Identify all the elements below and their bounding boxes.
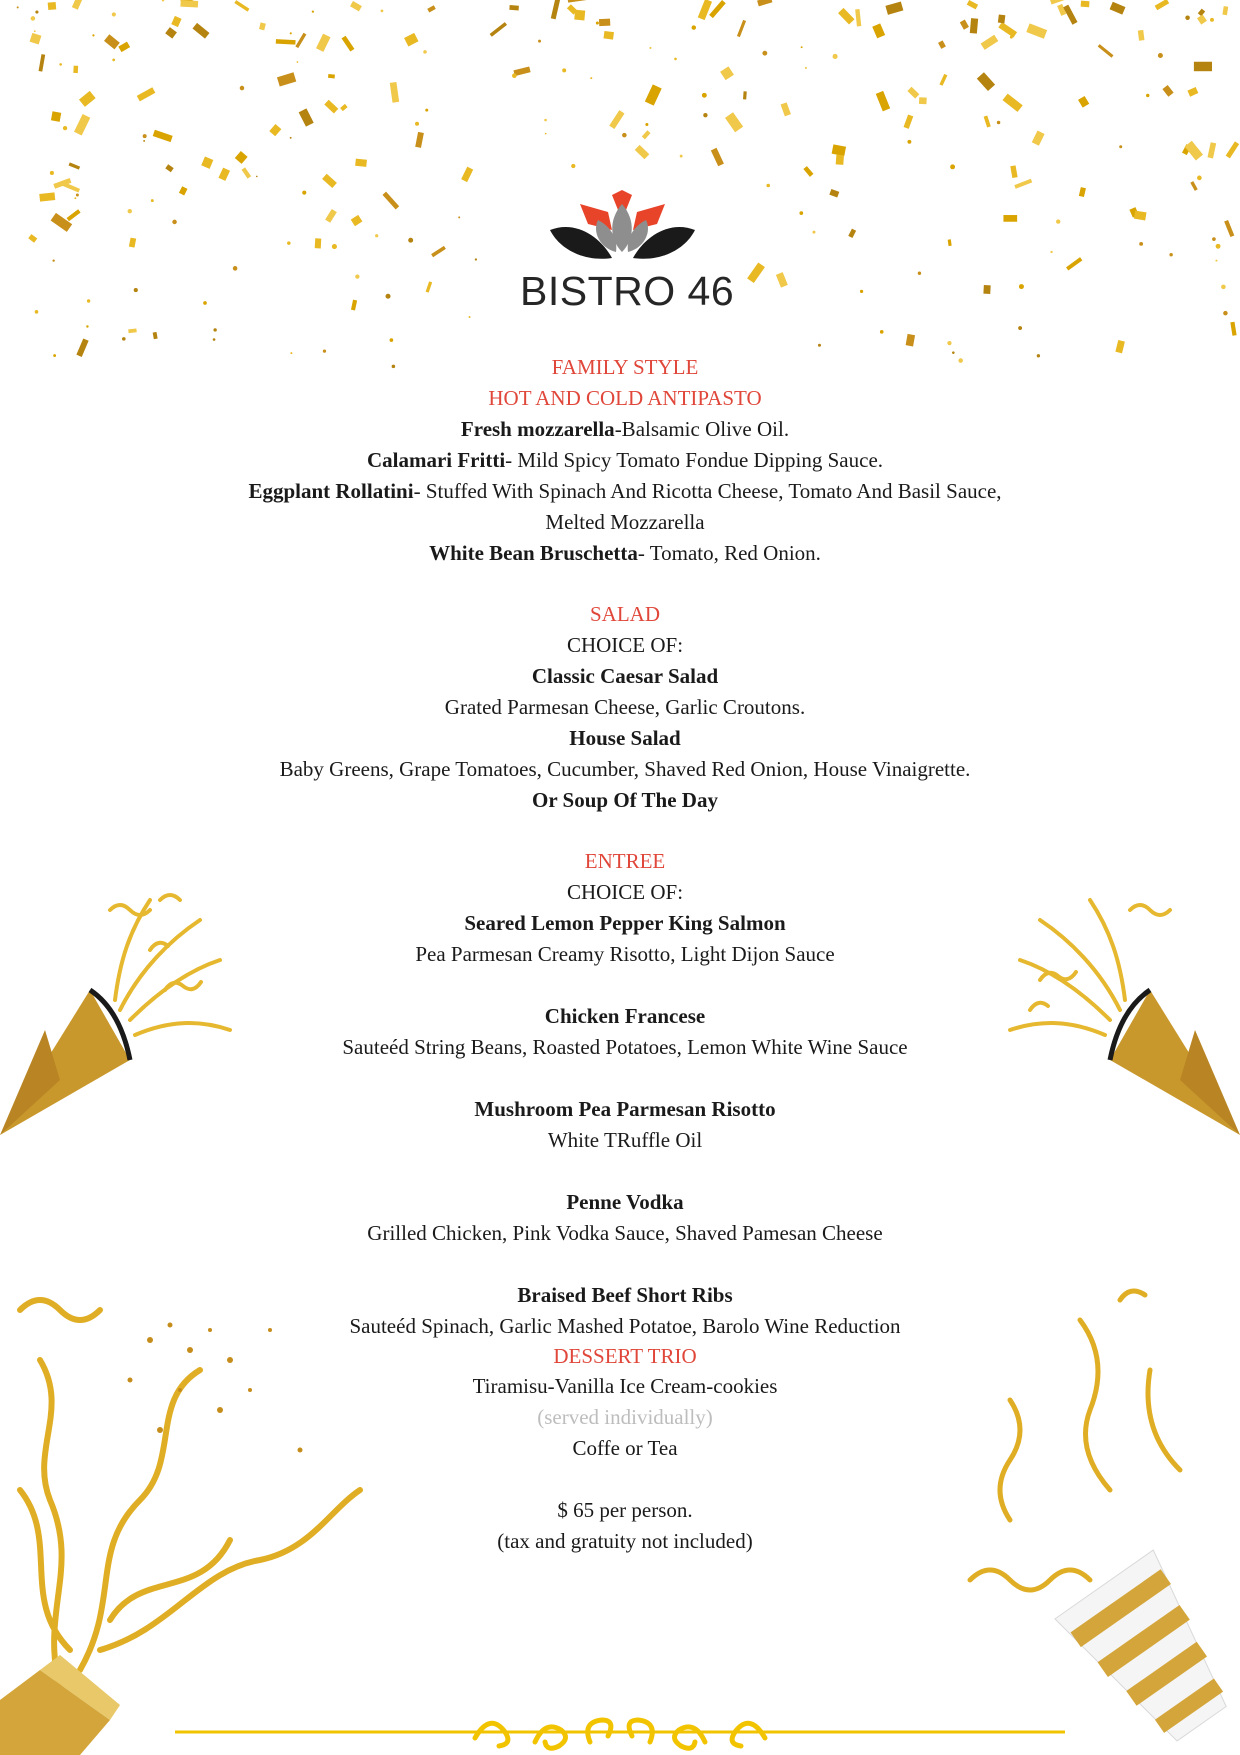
confetti-piece (355, 159, 367, 167)
confetti-piece (165, 164, 173, 172)
confetti-piece (128, 328, 137, 333)
confetti-dot (1146, 94, 1149, 97)
confetti-dot (544, 119, 547, 122)
confetti-piece (315, 238, 322, 248)
item-name: Mushroom Pea Parmesan Risotto (474, 1097, 776, 1121)
choice-label: CHOICE OF: (566, 633, 684, 657)
item-name: Seared Lemon Pepper King Salmon (464, 911, 786, 935)
antipasto-title-1: FAMILY STYLE (551, 355, 699, 379)
confetti-dot (799, 211, 803, 215)
confetti-piece (76, 338, 88, 356)
confetti-dot (355, 275, 359, 279)
confetti-dot (74, 197, 76, 199)
item-desc: Sauteéd Spinach, Garlic Mashed Potatoe, Barolo Wine Reduction (349, 1314, 901, 1338)
confetti-piece (907, 87, 919, 99)
confetti-piece (39, 54, 46, 71)
confetti-piece (711, 148, 724, 166)
confetti-dot (63, 126, 67, 130)
confetti-piece (698, 0, 712, 20)
confetti-piece (725, 112, 743, 132)
confetti-dot (415, 122, 419, 126)
item-name: House Salad (569, 726, 681, 750)
confetti-piece (299, 108, 314, 126)
price-note: (tax and gratuity not included) (497, 1529, 753, 1553)
item-desc: Grilled Chicken, Pink Vodka Sauce, Shaved Pamesan Cheese (367, 1221, 883, 1245)
confetti-piece (832, 144, 846, 156)
confetti-piece (295, 33, 306, 48)
confetti-dot (312, 10, 314, 12)
confetti-dot (143, 134, 147, 138)
confetti-dot (512, 73, 517, 78)
confetti-dot (1018, 326, 1022, 330)
confetti-piece (829, 189, 839, 198)
confetti-piece (171, 16, 181, 27)
confetti-dot (122, 337, 126, 341)
confetti-dot (112, 12, 116, 16)
menu-item (120, 476, 1130, 507)
confetti-piece (743, 91, 747, 99)
confetti-dot (375, 234, 378, 237)
confetti-piece (885, 1, 903, 14)
confetti-piece (1226, 141, 1239, 158)
item-desc: Baby Greens, Grape Tomatoes, Cucumber, Shaved Red Onion, House Vinaigrette. (279, 757, 971, 781)
confetti-piece (981, 35, 999, 50)
confetti-piece (1066, 257, 1082, 270)
confetti-piece (737, 20, 746, 37)
confetti-dot (907, 140, 911, 144)
confetti-piece (1208, 142, 1217, 158)
confetti-piece (179, 186, 188, 195)
confetti-piece (1014, 179, 1032, 189)
confetti-piece (350, 1, 362, 11)
confetti-dot (1221, 285, 1226, 290)
confetti-dot (34, 30, 36, 32)
confetti-piece (998, 14, 1006, 23)
confetti-piece (51, 111, 61, 122)
antipasto-title-2: HOT AND COLD ANTIPASTO (488, 386, 762, 410)
confetti-piece (153, 130, 173, 142)
confetti-piece (1134, 211, 1147, 221)
confetti-dot (703, 113, 707, 117)
confetti-dot (469, 316, 471, 318)
confetti-piece (1155, 0, 1170, 10)
confetti-dot (92, 34, 94, 36)
confetti-dot (692, 25, 696, 29)
item-name: Calamari Fritti (366, 448, 506, 472)
confetti-piece (977, 72, 995, 91)
confetti-dot (112, 58, 115, 61)
item-desc: Sauteéd String Beans, Roasted Potatoes, Lemon White Wine Sauce (342, 1035, 908, 1059)
confetti-piece (1079, 187, 1086, 197)
confetti-dot (1119, 145, 1122, 148)
confetti-piece (919, 97, 927, 104)
confetti-piece (513, 66, 530, 76)
confetti-dot (805, 67, 807, 69)
confetti-piece (567, 4, 578, 14)
confetti-dot (458, 216, 460, 218)
confetti-dot (880, 330, 884, 334)
confetti-dot (1050, 251, 1052, 253)
confetti-dot (203, 301, 207, 305)
confetti-dot (128, 209, 132, 213)
confetti-piece (242, 167, 252, 178)
confetti-piece (201, 156, 213, 168)
confetti-dot (818, 344, 821, 347)
confetti-dot (766, 184, 770, 188)
confetti-piece (836, 155, 844, 165)
confetti-piece (872, 23, 885, 38)
confetti-piece (351, 215, 363, 226)
confetti-piece (74, 114, 90, 135)
confetti-piece (79, 91, 96, 107)
confetti-dot (386, 294, 391, 299)
confetti-piece (193, 23, 210, 39)
menu-item (120, 538, 1130, 569)
confetti-piece (599, 19, 610, 27)
confetti-piece (165, 27, 177, 38)
confetti-piece (1138, 30, 1145, 41)
confetti-piece (269, 124, 281, 136)
salad-alternative: Or Soup Of The Day (532, 788, 718, 812)
confetti-piece (984, 115, 991, 127)
confetti-dot (233, 266, 238, 271)
confetti-dot (997, 121, 1001, 125)
menu-content (120, 352, 1130, 1557)
confetti-piece (574, 10, 585, 21)
confetti-dot (87, 299, 90, 302)
confetti-dot (860, 290, 863, 293)
confetti-piece (604, 31, 614, 40)
confetti-dot (1056, 219, 1060, 223)
confetti-piece (876, 91, 890, 111)
confetti-piece (509, 5, 519, 10)
confetti-dot (31, 16, 36, 21)
confetti-dot (213, 338, 216, 341)
item-name: Classic Caesar Salad (531, 664, 719, 688)
confetti-piece (948, 239, 952, 246)
confetti-dot (1019, 284, 1024, 289)
item-desc: Pea Parmesan Creamy Risotto, Light Dijon Sauce (415, 942, 835, 966)
confetti-dot (918, 272, 921, 275)
menu-item (120, 414, 1130, 445)
confetti-piece (645, 84, 662, 105)
lotus-logo-icon (550, 190, 695, 268)
confetti-piece (960, 20, 969, 30)
price: $ 65 per person. (557, 1498, 693, 1522)
confetti-piece (1098, 44, 1114, 58)
confetti-dot (645, 123, 648, 126)
confetti-dot (213, 328, 216, 331)
confetti-piece (609, 110, 624, 129)
confetti-piece (642, 130, 651, 139)
item-name: Eggplant Rollatini (248, 479, 414, 503)
confetti-piece (1224, 220, 1234, 237)
item-name: Braised Beef Short Ribs (517, 1283, 733, 1307)
item-desc: - Stuffed With Spinach And Ricotta Cheese, Tomato And Basil Sauce, (413, 479, 1002, 503)
confetti-piece (1198, 9, 1205, 17)
confetti-piece (218, 168, 230, 181)
confetti-dot (538, 40, 541, 43)
confetti-dot (408, 238, 413, 243)
confetti-dot (240, 86, 245, 91)
confetti-dot (423, 50, 427, 54)
confetti-dot (475, 258, 477, 260)
confetti-dot (172, 220, 177, 225)
confetti-dot (1197, 176, 1202, 181)
confetti-piece (340, 104, 347, 111)
dessert-items: Tiramisu-Vanilla Ice Cream-cookies (472, 1374, 778, 1398)
gold-flourish-divider (175, 1708, 1065, 1752)
confetti-piece (383, 192, 400, 210)
confetti-piece (855, 9, 861, 26)
confetti-piece (461, 167, 473, 182)
drinks: Coffe or Tea (572, 1436, 678, 1460)
confetti-dot (332, 244, 337, 249)
confetti-piece (234, 0, 249, 11)
confetti-dot (17, 6, 19, 8)
confetti-piece (757, 0, 772, 6)
confetti-dot (86, 325, 88, 327)
confetti-dot (622, 133, 627, 138)
confetti-dot (287, 241, 291, 245)
confetti-dot (1210, 18, 1214, 22)
confetti-piece (129, 238, 136, 248)
confetti-piece (259, 22, 266, 30)
confetti-dot (35, 10, 38, 13)
item-name: Chicken Francese (544, 1004, 706, 1028)
confetti-piece (567, 0, 587, 3)
confetti-piece (1190, 181, 1197, 191)
confetti-piece (998, 22, 1017, 38)
confetti-dot (425, 109, 428, 112)
confetti-piece (1162, 85, 1173, 97)
confetti-dot (649, 47, 651, 49)
brand-name: BISTRO 46 (520, 268, 735, 314)
confetti-dot (290, 32, 292, 34)
confetti-dot (680, 155, 683, 158)
confetti-piece (28, 234, 37, 243)
confetti-piece (322, 174, 337, 188)
menu-item (120, 445, 1130, 476)
confetti-piece (30, 33, 42, 45)
item-desc: - Mild Spicy Tomato Fondue Dipping Sauce. (505, 448, 884, 472)
confetti-piece (427, 5, 436, 12)
confetti-piece (1050, 0, 1065, 4)
confetti-dot (950, 164, 955, 169)
confetti-piece (137, 87, 156, 101)
confetti-piece (1063, 5, 1077, 25)
confetti-piece (180, 0, 198, 7)
confetti-dot (162, 0, 164, 2)
confetti-dot (1216, 244, 1221, 249)
confetti-dot (297, 61, 299, 63)
confetti-piece (1026, 23, 1047, 38)
item-name: Fresh mozzarella (460, 417, 615, 441)
confetti-piece (1222, 6, 1228, 15)
confetti-piece (351, 300, 357, 311)
confetti-piece (276, 39, 296, 44)
confetti-dot (59, 63, 62, 66)
confetti-piece (342, 36, 355, 52)
item-name: Penne Vodka (566, 1190, 684, 1214)
confetti-piece (390, 82, 399, 103)
confetti-piece (118, 42, 130, 53)
confetti-dot (53, 354, 56, 357)
confetti-piece (709, 0, 726, 18)
confetti-piece (104, 34, 120, 49)
confetti-piece (781, 102, 791, 116)
confetti-dot (1212, 237, 1216, 241)
confetti-piece (939, 74, 947, 86)
confetti-piece (490, 22, 507, 37)
entree-title: ENTREE (584, 849, 666, 873)
confetti-dot (302, 191, 306, 195)
confetti-piece (938, 40, 946, 48)
confetti-dot (812, 231, 815, 234)
confetti-piece (69, 162, 81, 169)
confetti-dot (801, 46, 803, 48)
confetti-piece (1182, 144, 1191, 155)
confetti-piece (983, 285, 990, 294)
confetti-piece (328, 74, 335, 79)
confetti-piece (1110, 2, 1126, 15)
confetti-piece (904, 114, 914, 128)
confetti-dot (674, 58, 677, 61)
confetti-dot (76, 194, 79, 197)
item-desc: - Tomato, Red Onion. (637, 541, 821, 565)
confetti-dot (1158, 53, 1163, 58)
choice-label: CHOICE OF: (566, 880, 684, 904)
confetti-piece (324, 100, 338, 114)
confetti-piece (906, 334, 915, 347)
confetti-piece (967, 0, 978, 9)
confetti-piece (1197, 14, 1207, 24)
confetti-piece (179, 0, 194, 4)
confetti-piece (1187, 87, 1198, 97)
confetti-piece (1002, 94, 1022, 112)
confetti-piece (431, 246, 446, 257)
confetti-piece (803, 166, 813, 177)
confetti-piece (1057, 4, 1066, 16)
confetti-piece (235, 151, 248, 164)
item-desc: Grated Parmesan Cheese, Garlic Croutons. (444, 695, 806, 719)
confetti-piece (53, 178, 71, 189)
confetti-dot (390, 338, 394, 342)
confetti-piece (51, 213, 73, 232)
confetti-piece (1032, 131, 1045, 146)
confetti-dot (1139, 242, 1143, 246)
confetti-piece (1010, 165, 1017, 178)
confetti-piece (1078, 96, 1089, 108)
confetti-dot (381, 9, 384, 12)
brand-logo (520, 190, 735, 330)
dessert-note: (served individually) (537, 1405, 713, 1429)
confetti-dot (947, 341, 951, 345)
confetti-piece (1003, 215, 1017, 222)
confetti-piece (62, 182, 80, 193)
confetti-piece (1129, 207, 1139, 218)
confetti-piece (73, 66, 78, 73)
confetti-dot (596, 21, 599, 24)
confetti-piece (404, 33, 418, 47)
confetti-dot (545, 133, 547, 135)
confetti-piece (415, 132, 424, 148)
confetti-dot (571, 164, 575, 168)
confetti-piece (316, 34, 331, 52)
confetti-piece (551, 0, 560, 19)
item-desc: -Balsamic Olive Oil. (614, 417, 790, 441)
confetti-piece (720, 66, 734, 80)
confetti-piece (325, 209, 337, 223)
confetti-dot (762, 51, 767, 56)
item-name: White Bean Bruschetta (429, 541, 638, 565)
confetti-piece (970, 18, 978, 33)
confetti-dot (52, 259, 54, 261)
confetti-piece (1230, 322, 1236, 336)
confetti-dot (1169, 253, 1172, 256)
confetti-piece (1185, 141, 1203, 161)
confetti-piece (426, 281, 433, 292)
confetti-piece (153, 332, 158, 339)
confetti-piece (1081, 1, 1090, 8)
confetti-dot (290, 137, 292, 139)
confetti-piece (39, 192, 55, 201)
confetti-dot (1215, 260, 1217, 262)
confetti-piece (838, 8, 854, 25)
confetti-piece (72, 0, 82, 10)
dessert-title: DESSERT TRIO (553, 1344, 697, 1368)
salad-title: SALAD (589, 602, 660, 626)
confetti-dot (50, 171, 54, 175)
confetti-piece (747, 262, 765, 283)
confetti-piece (67, 209, 81, 221)
confetti-piece (848, 229, 856, 238)
confetti-piece (776, 272, 788, 287)
confetti-dot (143, 140, 145, 142)
confetti-piece (48, 2, 57, 10)
confetti-dot (35, 310, 39, 314)
confetti-dot (590, 77, 592, 79)
confetti-dot (833, 54, 838, 59)
confetti-dot (562, 68, 566, 72)
confetti-dot (1223, 311, 1228, 316)
confetti-piece (277, 72, 296, 86)
confetti-dot (702, 93, 707, 98)
item-desc-continued: Melted Mozzarella (545, 510, 705, 534)
confetti-dot (1185, 15, 1189, 19)
confetti-dot (1010, 36, 1013, 39)
confetti-dot (134, 288, 138, 292)
confetti-dot (256, 176, 258, 178)
confetti-piece (1194, 62, 1212, 71)
item-desc: White TRuffle Oil (547, 1128, 703, 1152)
confetti-piece (635, 145, 650, 159)
confetti-dot (151, 199, 154, 202)
